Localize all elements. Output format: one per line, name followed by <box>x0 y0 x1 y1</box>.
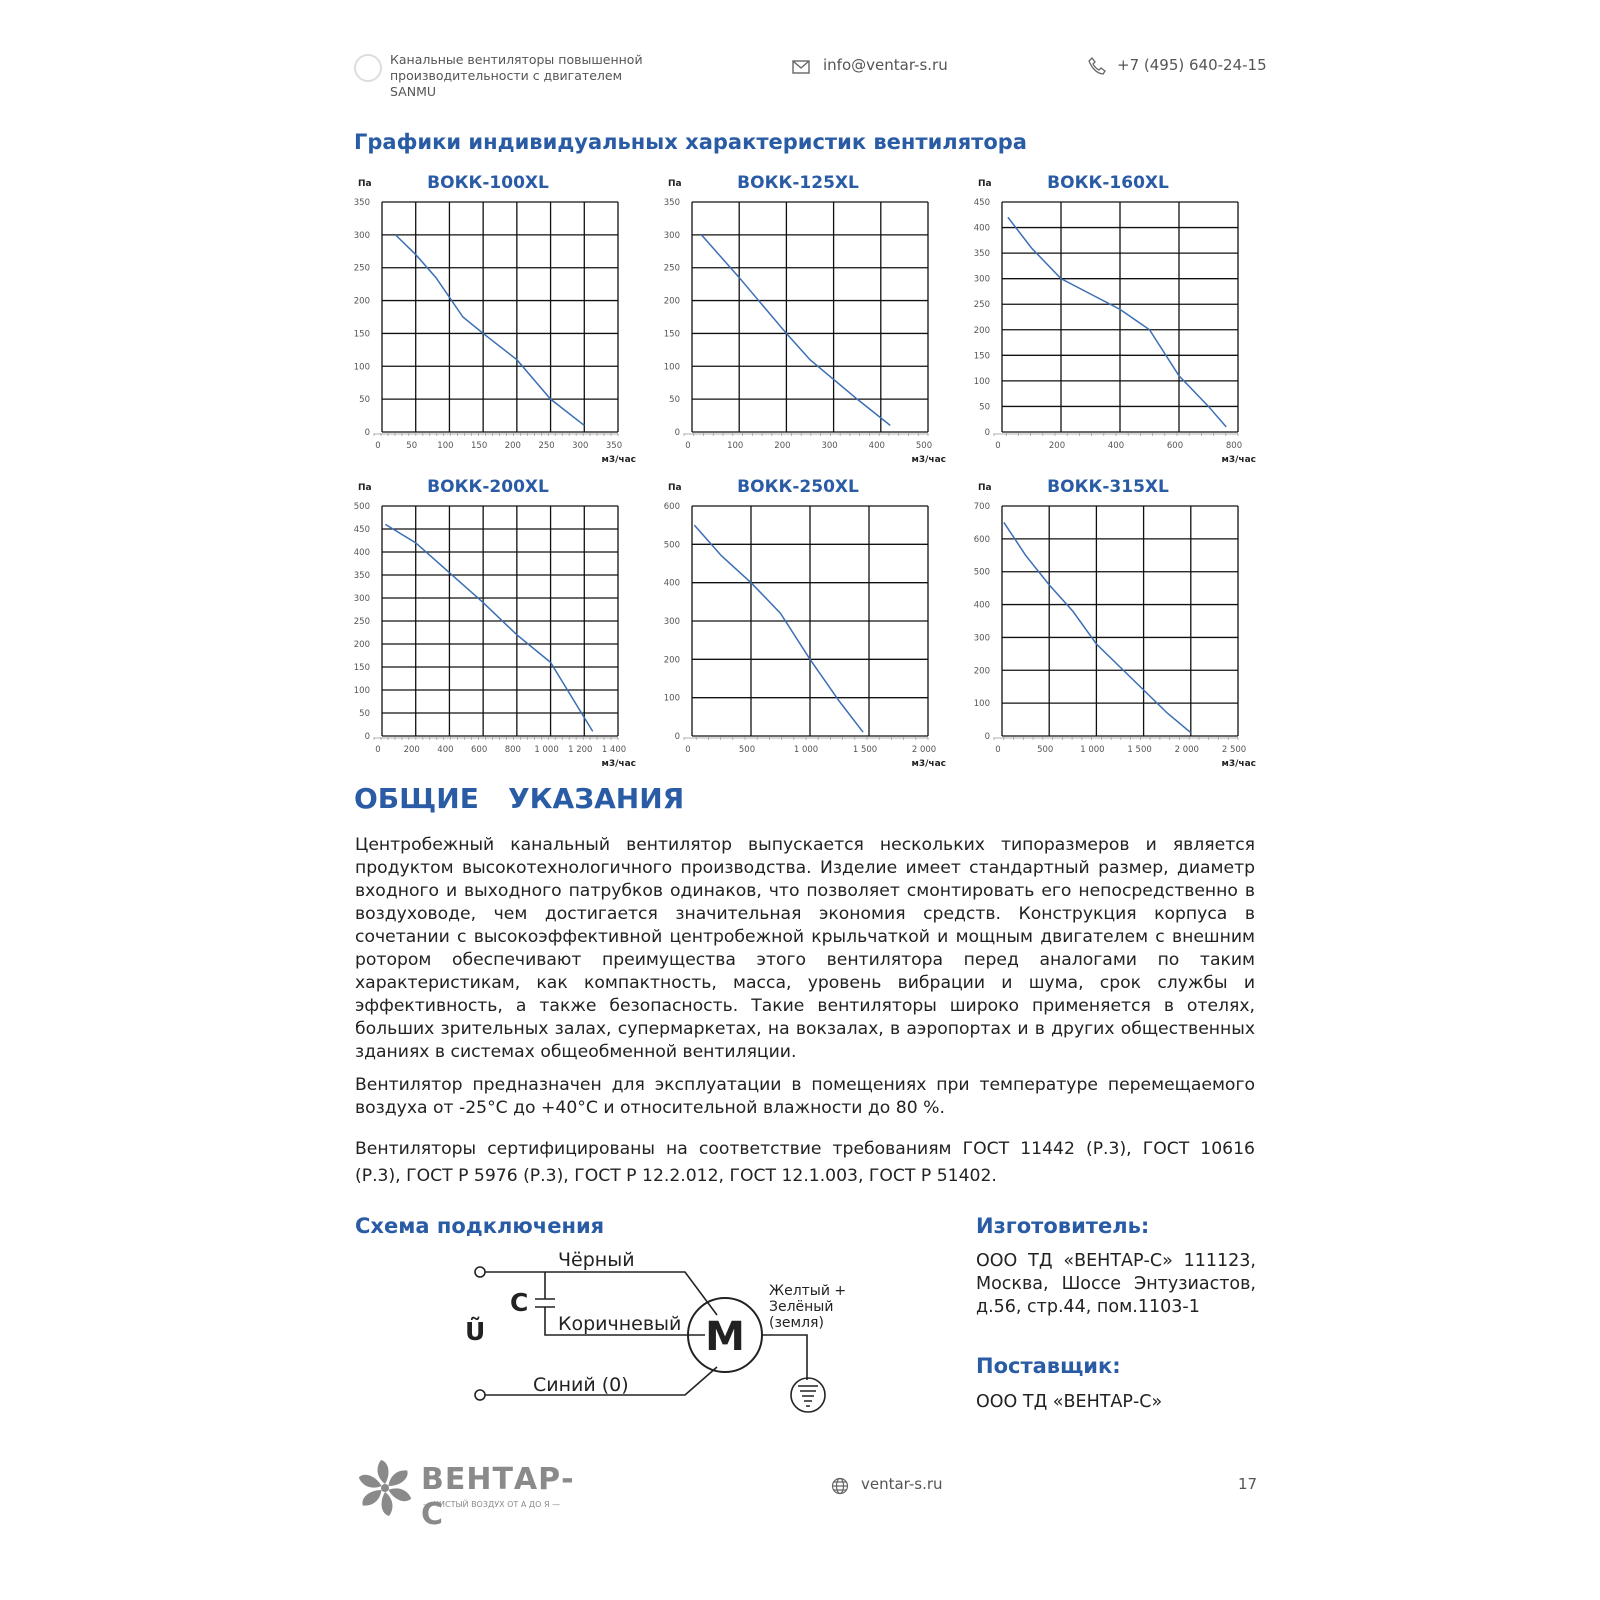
x-tick-label: 350 <box>605 441 623 451</box>
x-tick-label: 0 <box>685 745 691 755</box>
y-tick-label: 350 <box>353 198 370 208</box>
y-tick-label: 600 <box>973 534 990 545</box>
y-axis-unit: Па <box>668 179 682 189</box>
series-line <box>1004 522 1191 732</box>
y-tick-label: 250 <box>973 300 990 311</box>
y-tick-label: 700 <box>973 502 990 512</box>
x-tick-label: 300 <box>821 441 838 451</box>
y-tick-label: 150 <box>663 329 680 340</box>
chart-vokk-100xl <box>350 168 650 468</box>
y-tick-label: 300 <box>663 617 680 627</box>
y-tick-label: 250 <box>353 263 370 274</box>
x-tick-label: 600 <box>1166 441 1184 451</box>
y-tick-label: 400 <box>973 600 990 611</box>
x-tick-label: 400 <box>1107 441 1125 451</box>
y-tick-label: 400 <box>353 548 370 558</box>
general-title: ОБЩИЕ УКАЗАНИЯ <box>354 782 685 815</box>
y-tick-label: 0 <box>984 732 990 742</box>
y-tick-label: 300 <box>663 230 680 241</box>
y-tick-label: 500 <box>663 540 680 551</box>
y-tick-label: 150 <box>353 663 370 673</box>
x-tick-label: 0 <box>375 745 381 755</box>
y-tick-label: 50 <box>669 395 680 406</box>
voltage-label: Ũ <box>465 1317 486 1346</box>
y-tick-label: 200 <box>663 296 680 307</box>
header-description: Канальные вентиляторы повышенной производительности с двигателем SANMU <box>390 52 643 99</box>
x-tick-label: 2 000 <box>1174 745 1199 755</box>
x-tick-label: 200 <box>774 441 791 451</box>
chart-title: ВОКК-200XL <box>427 477 549 497</box>
chart-vokk-250xl <box>660 472 960 777</box>
capacitor-label: C <box>510 1288 529 1317</box>
x-axis-unit: м3/час <box>1221 759 1256 769</box>
wire-blue-label: Синий (0) <box>533 1374 629 1396</box>
x-tick-label: 250 <box>538 441 555 451</box>
x-tick-label: 0 <box>375 441 381 451</box>
x-tick-label: 400 <box>868 441 885 451</box>
chart-vokk-315xl <box>970 472 1270 777</box>
y-tick-label: 450 <box>353 525 370 535</box>
x-tick-label: 200 <box>1048 441 1066 451</box>
x-tick-label: 500 <box>915 441 933 451</box>
chart-vokk-125xl <box>660 168 960 468</box>
logo-text: ВЕНТАР-С <box>421 1462 575 1532</box>
y-tick-label: 200 <box>663 655 680 666</box>
y-tick-label: 100 <box>353 686 370 696</box>
x-tick-label: 2 000 <box>911 745 937 755</box>
y-tick-label: 0 <box>984 428 990 438</box>
logo-slogan: — ЧИСТЫЙ ВОЗДУХ ОТ А ДО Я — <box>423 1500 561 1509</box>
x-tick-label: 100 <box>437 441 454 451</box>
x-axis-unit: м3/час <box>601 759 636 769</box>
chart-title: ВОКК-315XL <box>1047 477 1169 497</box>
header-phone-link[interactable]: +7 (495) 640-24-15 <box>1117 56 1267 74</box>
general-paragraph-2: Вентилятор предназначен для эксплуатации в помещениях при температуре перемещаемого воздуха от -25°C до +40°C и относительной влажности до 80 %. <box>355 1075 1255 1118</box>
chart-title: ВОКК-250XL <box>737 477 859 497</box>
x-tick-label: 1 500 <box>1127 745 1152 755</box>
y-tick-label: 200 <box>353 640 370 650</box>
y-tick-label: 500 <box>353 502 370 512</box>
y-tick-label: 300 <box>973 274 990 285</box>
y-tick-label: 300 <box>973 633 990 644</box>
x-tick-label: 800 <box>1225 441 1243 451</box>
y-axis-unit: Па <box>978 483 992 493</box>
y-tick-label: 200 <box>973 666 990 677</box>
y-tick-label: 250 <box>353 617 370 627</box>
y-tick-label: 350 <box>973 249 990 260</box>
y-tick-label: 50 <box>359 395 370 406</box>
series-line <box>1008 217 1226 427</box>
page-number: 17 <box>1238 1475 1258 1493</box>
y-tick-label: 100 <box>663 362 680 373</box>
series-line <box>694 525 863 732</box>
ground-label-3: (земля) <box>769 1315 824 1331</box>
y-tick-label: 400 <box>663 578 680 589</box>
x-tick-label: 1 000 <box>793 745 819 755</box>
charts-section-title: Графики индивидуальных характеристик вентилятора <box>354 130 1027 154</box>
x-tick-label: 200 <box>504 441 521 451</box>
x-tick-label: 1 000 <box>534 745 559 755</box>
y-tick-label: 600 <box>663 502 680 512</box>
x-tick-label: 2 500 <box>1221 745 1247 755</box>
y-tick-label: 0 <box>674 732 680 742</box>
x-tick-label: 1 500 <box>852 745 878 755</box>
x-tick-label: 300 <box>572 441 589 451</box>
y-axis-unit: Па <box>978 179 992 189</box>
x-tick-label: 500 <box>1037 745 1054 755</box>
y-tick-label: 300 <box>353 594 370 604</box>
x-tick-label: 600 <box>471 745 488 755</box>
y-tick-label: 350 <box>663 198 680 208</box>
x-tick-label: 1 400 <box>601 745 627 755</box>
y-tick-label: 50 <box>979 402 990 413</box>
y-tick-label: 400 <box>973 223 990 234</box>
y-tick-label: 250 <box>663 263 680 274</box>
x-tick-label: 200 <box>403 745 420 755</box>
x-axis-unit: м3/час <box>601 455 636 465</box>
x-tick-label: 0 <box>995 745 1001 755</box>
x-tick-label: 0 <box>995 441 1001 451</box>
manufacturer-address <box>976 1250 1256 1319</box>
wiring-diagram <box>455 1245 875 1420</box>
y-axis-unit: Па <box>358 483 372 493</box>
chart-vokk-160xl <box>970 168 1270 468</box>
y-tick-label: 200 <box>353 296 370 307</box>
x-tick-label: 1 200 <box>568 745 593 755</box>
manufacturer-line-3: д.56, стр.44, пом.1103-1 <box>976 1297 1200 1317</box>
manufacturer-line-1: ООО ТД «ВЕНТАР-С» 111123, <box>976 1251 1256 1271</box>
x-tick-label: 50 <box>406 441 418 451</box>
y-tick-label: 100 <box>663 693 680 704</box>
y-tick-label: 0 <box>364 732 370 742</box>
y-axis-unit: Па <box>358 179 372 189</box>
wire-brown-label: Коричневый <box>558 1313 682 1335</box>
phone-icon <box>1088 57 1106 79</box>
y-tick-label: 200 <box>973 325 990 336</box>
ground-label-1: Желтый + <box>769 1283 847 1299</box>
y-tick-label: 350 <box>353 571 370 581</box>
chart-title: ВОКК-100XL <box>427 173 549 193</box>
y-tick-label: 100 <box>973 699 990 710</box>
motor-label: M <box>705 1314 745 1360</box>
y-tick-label: 300 <box>353 230 370 241</box>
x-tick-label: 100 <box>727 441 744 451</box>
footer-logo[interactable] <box>355 1458 595 1532</box>
supplier-text: ООО ТД «ВЕНТАР-С» <box>976 1392 1163 1412</box>
footer-website-link[interactable]: ventar-s.ru <box>861 1475 943 1493</box>
fan-logo-icon <box>355 1458 415 1518</box>
y-tick-label: 50 <box>359 709 370 719</box>
chart-title: ВОКК-160XL <box>1047 173 1169 193</box>
y-tick-label: 500 <box>973 567 990 578</box>
series-line <box>395 235 584 426</box>
y-tick-label: 100 <box>973 376 990 387</box>
x-axis-unit: м3/час <box>911 759 946 769</box>
y-tick-label: 0 <box>364 428 370 438</box>
x-tick-label: 800 <box>504 745 521 755</box>
series-line <box>385 524 592 731</box>
y-tick-label: 450 <box>973 198 990 208</box>
manufacturer-title: Изготовитель: <box>976 1214 1150 1238</box>
x-axis-unit: м3/час <box>911 455 946 465</box>
series-line <box>701 235 890 426</box>
y-tick-label: 0 <box>674 428 680 438</box>
y-tick-label: 150 <box>353 329 370 340</box>
x-tick-label: 400 <box>437 745 454 755</box>
terminal-top <box>475 1267 485 1277</box>
supplier-title: Поставщик: <box>976 1354 1121 1378</box>
wiring-title: Схема подключения <box>355 1214 605 1238</box>
globe-icon <box>831 1477 849 1499</box>
x-axis-unit: м3/час <box>1221 455 1256 465</box>
wire-black-label: Чёрный <box>558 1249 635 1271</box>
y-tick-label: 150 <box>973 351 990 362</box>
manufacturer-line-2: Москва, Шоссе Энтузиастов, <box>976 1274 1256 1294</box>
header-email-link[interactable]: info@ventar-s.ru <box>823 56 948 74</box>
x-tick-label: 1 000 <box>1080 745 1105 755</box>
ground-label-2: Зелёный <box>769 1299 834 1315</box>
mail-icon <box>792 59 810 78</box>
x-tick-label: 0 <box>685 441 691 451</box>
y-axis-unit: Па <box>668 483 682 493</box>
x-tick-label: 500 <box>738 745 756 755</box>
chart-vokk-200xl <box>350 472 650 777</box>
y-tick-label: 100 <box>353 362 370 373</box>
general-paragraph-1: Центробежный канальный вентилятор выпускается нескольких типоразмеров и является продуктом высокотехнологичного производства. Изделие имеет стандартный размер, диаметр входного и выходного патрубков одинаков, что позволяет смонтировать его непосредственно в воздуховоде, чем достигается значительная экономия средств. Конструкция корпуса в сочетании с высокоэффективной центробежной крыльчаткой и мощным двигателем с внешним ротором обеспечивают преимущества этого вентилятора перед аналогами по таким характеристикам, как компактность, масса, уровень вибрации и шума, срок службы и эффективность, а также безопасность. Такие вентиляторы широко применяется в отелях, больших зрительных залах, супермаркетах, на вокзалах, в аэропортах и в других общественных зданиях в системах общеобменной вентиляции. <box>355 835 1255 1062</box>
chart-title: ВОКК-125XL <box>737 173 859 193</box>
header-logo-circle <box>354 54 382 82</box>
x-tick-label: 150 <box>471 441 488 451</box>
terminal-bottom <box>475 1390 485 1400</box>
ground-circle <box>791 1378 825 1412</box>
general-paragraph-3: Вентиляторы сертифицированы на соответствие требованиям ГОСТ 11442 (Р.3), ГОСТ 10616 (Р.3), ГОСТ Р 5976 (Р.3), ГОСТ Р 12.2.012, ГОСТ 12.1.003, ГОСТ Р 51402. <box>355 1139 1255 1186</box>
